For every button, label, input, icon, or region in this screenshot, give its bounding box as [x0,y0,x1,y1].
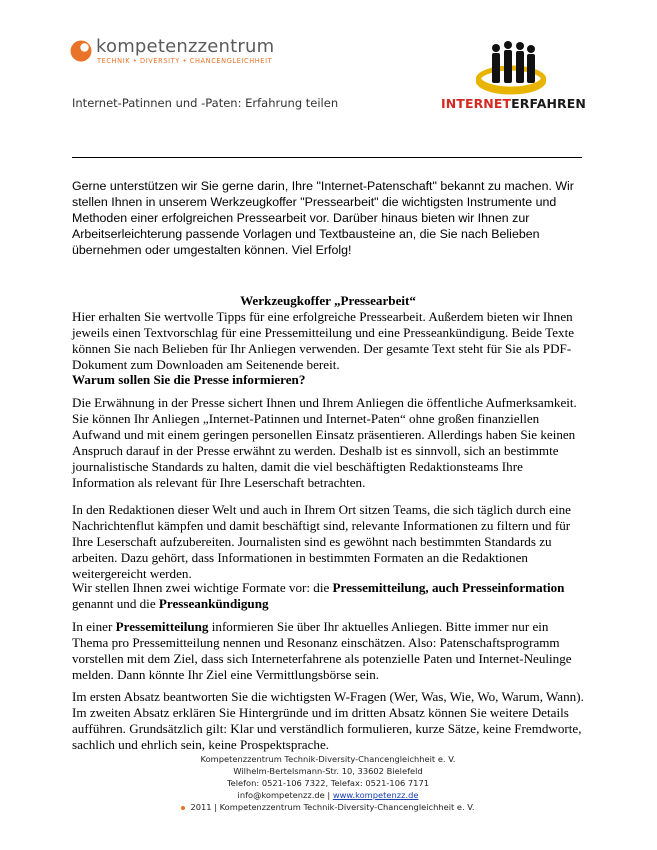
paragraph-newsrooms: In den Redaktionen dieser Welt und auch in Ihrem Ort sitzen Teams, die sich täglich durch eine Nachrichtenflut kämpfen und damit beschäftigt sind, relevante Informationen zu filtern und für Ihre Leserschaft aufzubereiten. Journalisten sind es gewöhnt nach bestimmten Standards zu arbeiten. Dazu gehört, dass Informationen in bestimmten Formaten an die Redaktionen weitergereicht werden. [72,502,571,581]
brand-part-internet: INTERNET [441,96,512,111]
brand-part-erfahren: ERFAHREN [511,96,586,111]
internet-erfahren-logo-icon [476,40,546,96]
footer-separator: | [327,790,331,800]
intro-paragraph: Gerne unterstützen wir Sie gerne darin, Ihre "Internet-Patenschaft" bekannt zu machen. Wir stellen Ihnen in unserem Werkzeugkoffer "Pressearbeit" die wichtigsten Instrumente und Methoden einer erfolgreichen Pressearbeit vor. Darüber hinaus bieten wir Ihnen zur Arbeitserleichterung passende Vorlagen und Textbausteine an, die Sie nach Belieben übernehmen oder umgestalten können. Viel Erfolg! [72,179,574,257]
formats-text-1: Wir stellen Ihnen zwei wichtige Formate vor: die [72,580,333,595]
footer-phone: Telefon: 0521-106 7322, Telefax: 0521-106 7171 [226,778,430,788]
section-title: Werkzeugkoffer „Pressearbeit“ [240,293,416,308]
footer-address: Wilhelm-Bertelsmann-Str. 10, 33602 Bielefeld [233,766,423,776]
header-divider [72,157,582,158]
footer-copyright-line [120,801,536,813]
release-text-1: In einer [72,619,116,634]
footer-website-link[interactable]: www.kompetenzz.de [332,790,419,800]
footer-org: Kompetenzzentrum Technik-Diversity-Chancengleichheit e. V. [200,754,456,764]
kompetenzzentrum-logo-icon [70,40,92,62]
paragraph-mention: Die Erwähnung in der Presse sichert Ihnen und Ihrem Anliegen die öffentliche Aufmerksamkeit. Sie können Ihr Anliegen „Internet-Patinnen und Internet-Paten“ ohne großen finanziellen Aufwand und mit einem geringen personellen Einsatz präsentieren. Allerdings haben Sie keinen Anspruch darauf in der Presse erwähnt zu werden. Deshalb ist es sinnvoll, sich an bestimmte journalistische Standards zu halten, damit die viel beschäftigten Redaktionsteams Ihre Information als relevant für Ihre Leserschaft betrachten. [72,395,577,490]
release-bold: Pressemitteilung [115,619,209,634]
paragraph-formats [72,580,584,612]
logo-tagline: TECHNIK • DIVERSITY • CHANCENGLEICHHEIT [97,57,273,65]
paragraph-press-release [72,619,584,683]
footer-email[interactable]: info@kompetenzz.de [237,790,325,800]
formats-text-2: genannt und die [72,596,159,611]
footer [120,753,536,813]
document-title: Internet-Patinnen und -Paten: Erfahrung teilen [72,96,339,110]
release-text-2: informieren Sie über Ihr aktuelles Anliegen. Bitte immer nur ein Thema pro Pressemitteilung nennen und Resonanz einschätzen. Also: Patenschaftsprogramm vorstellen mit dem Ziel, dass sich Interneterfahrene als potenzielle Paten und Internet-Neulinge melden. Dann könnte Ihr Ziel eine Vermittlungsbörse sein. [72,619,572,682]
paragraph-tips: Hier erhalten Sie wertvolle Tipps für eine erfolgreiche Pressearbeit. Außerdem bieten wir Ihnen jeweils einen Textvorschlag für eine Pressemitteilung und eine Presseankündigung. Beide Texte können Sie nach Belieben für Ihr Anliegen verwenden. Der gesamte Text steht für Sie als PDF-Dokument zum Downloaden am Seitenende bereit. [72,309,575,372]
internet-erfahren-wordmark [441,96,586,111]
paragraph-w-questions: Im ersten Absatz beantworten Sie die wichtigsten W-Fragen (Wer, Was, Wie, Wo, Warum, Wann). Im zweiten Absatz erklären Sie Hintergründe und im dritten Absatz können Sie weitere Details aufführen. Grundsätzlich gilt: Klar und verständlich formulieren, kurze Sätze, keine Fremdworte, sachlich und ehrlich sein, keine Prospektsprache. [72,689,584,752]
logo-name: kompetenzzentrum [96,36,275,57]
footer-contact-line [120,789,536,801]
footer-copyright: 2011 | Kompetenzzentrum Technik-Diversity-Chancengleichheit e. V. [190,802,475,812]
formats-bold-2: Presseankündigung [158,596,269,611]
bullet-icon [181,806,185,810]
formats-bold-1: Pressemitteilung, auch Presseinformation [332,580,565,595]
subheading-why-press: Warum sollen Sie die Presse informieren? [72,372,306,387]
